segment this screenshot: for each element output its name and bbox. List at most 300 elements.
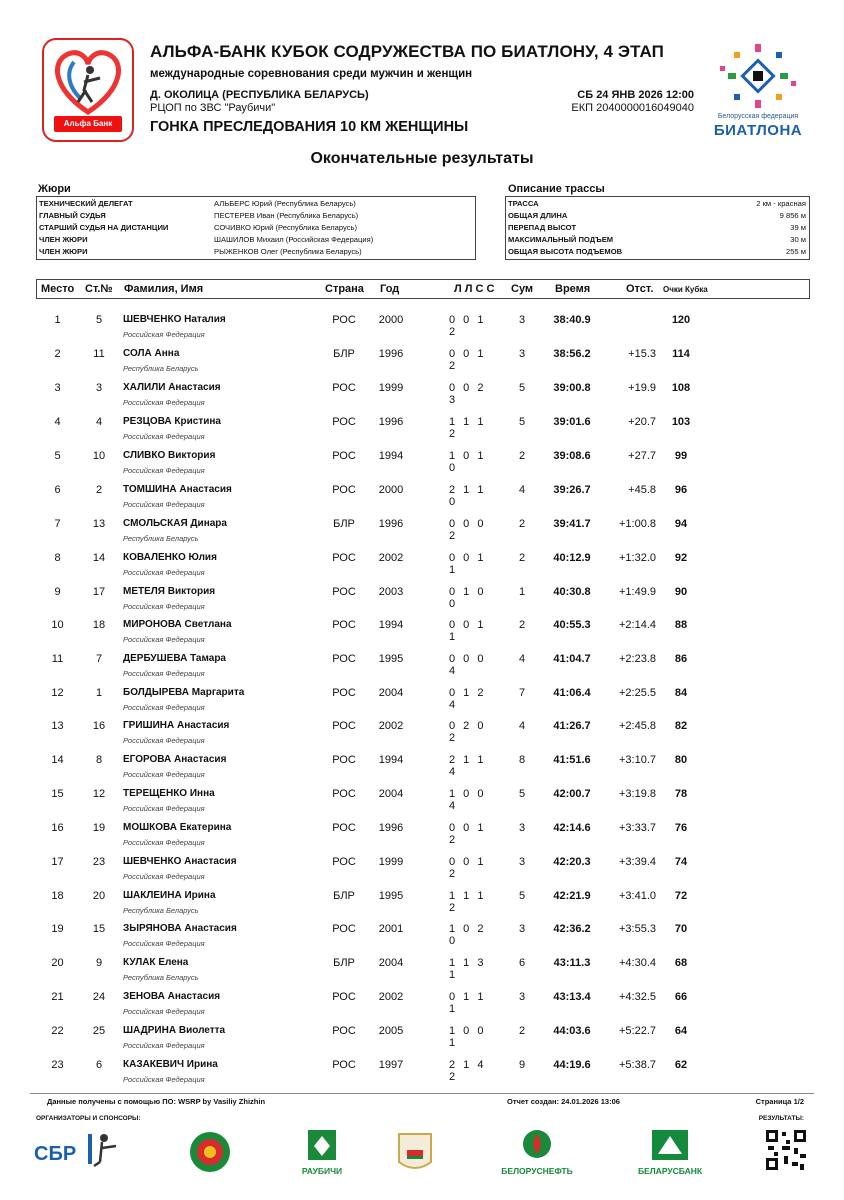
cell-sum: 3 <box>518 856 526 868</box>
col-shooting: Л Л С С <box>454 283 495 295</box>
sponsor-belorusneft-logo <box>492 1128 582 1176</box>
cell-bib: 2 <box>95 484 103 496</box>
cell-points: 72 <box>674 890 688 902</box>
cell-time: 42:36.2 <box>553 923 591 935</box>
cell-points: 103 <box>671 416 691 428</box>
cell-place: 16 <box>51 822 64 834</box>
table-row <box>0 957 844 991</box>
cell-sum: 2 <box>518 552 526 564</box>
cell-points: 88 <box>674 619 688 631</box>
cell-region: Российская Федерация <box>123 500 205 509</box>
cell-shooting: 1 1 3 1 <box>449 957 486 981</box>
cell-region: Российская Федерация <box>123 330 205 339</box>
cell-name: МЕТЕЛЯ Виктория <box>123 586 216 597</box>
jury-box <box>36 196 476 260</box>
cell-region: Российская Федерация <box>123 703 205 712</box>
cell-time: 41:04.7 <box>553 653 591 665</box>
cell-points: 78 <box>674 788 688 800</box>
track-title: Описание трассы <box>508 183 605 195</box>
alfa-bank-label: Альфа Банк <box>54 116 122 132</box>
cell-diff: +2:25.5 <box>618 687 656 699</box>
cell-shooting: 0 0 1 1 <box>449 619 486 643</box>
cell-bib: 5 <box>95 314 103 326</box>
track-label: ОБЩАЯ ВЫСОТА ПОДЪЕМОВ <box>508 247 623 256</box>
cell-region: Российская Федерация <box>123 804 205 813</box>
cell-country: РОС <box>332 314 356 326</box>
cell-diff: +4:32.5 <box>618 991 656 1003</box>
cell-country: РОС <box>332 586 356 598</box>
col-name: Фамилия, Имя <box>124 283 204 295</box>
cell-sum: 8 <box>518 754 526 766</box>
jury-role: ЧЛЕН ЖЮРИ <box>39 247 88 256</box>
cell-sum: 3 <box>518 991 526 1003</box>
cell-region: Российская Федерация <box>123 466 205 475</box>
cell-diff: +1:00.8 <box>618 518 656 530</box>
cell-points: 86 <box>674 653 688 665</box>
cell-time: 41:26.7 <box>553 720 591 732</box>
cell-diff: +3:19.8 <box>618 788 656 800</box>
cell-country: РОС <box>332 720 356 732</box>
cell-country: РОС <box>332 416 356 428</box>
cell-points: 62 <box>674 1059 688 1071</box>
cell-name: ЗЕНОВА Анастасия <box>123 991 221 1002</box>
jury-role: ТЕХНИЧЕСКИЙ ДЕЛЕГАТ <box>39 199 133 208</box>
cell-place: 13 <box>51 720 64 732</box>
table-row <box>0 890 844 924</box>
cell-place: 11 <box>51 653 64 665</box>
cell-diff: +2:45.8 <box>618 720 656 732</box>
table-row <box>0 586 844 620</box>
cell-shooting: 1 1 1 2 <box>449 416 486 440</box>
belorusneft-emblem-icon <box>492 1128 582 1164</box>
cell-name: СОЛА Анна <box>123 348 180 359</box>
cell-place: 21 <box>51 991 64 1003</box>
table-row <box>0 518 844 552</box>
cell-place: 5 <box>54 450 61 462</box>
biathlon-federation-logo <box>712 40 804 144</box>
cell-sum: 2 <box>518 619 526 631</box>
table-row <box>0 314 844 348</box>
cell-bib: 4 <box>95 416 103 428</box>
cell-diff: +27.7 <box>628 450 656 462</box>
col-year: Год <box>380 283 400 295</box>
cell-time: 39:00.8 <box>553 382 591 394</box>
jury-row <box>37 222 475 234</box>
table-row <box>0 856 844 890</box>
cell-country: РОС <box>332 822 356 834</box>
cell-bib: 23 <box>92 856 106 868</box>
table-row <box>0 1025 844 1059</box>
cell-points: 90 <box>674 586 688 598</box>
table-row <box>0 923 844 957</box>
col-time: Время <box>555 283 591 295</box>
cell-shooting: 0 0 2 3 <box>449 382 486 406</box>
cell-name: ШАКЛЕИНА Ирина <box>123 890 216 901</box>
track-row <box>506 222 809 234</box>
cell-sum: 6 <box>518 957 526 969</box>
track-value: 9 856 м <box>779 211 806 220</box>
cell-time: 42:21.9 <box>553 890 591 902</box>
results-title: Окончательные результаты <box>310 150 534 167</box>
sponsor-belarusbank-logo <box>630 1128 710 1176</box>
cell-name: МОШКОВА Екатерина <box>123 822 232 833</box>
cell-name: ДЕРБУШЕВА Тамара <box>123 653 226 664</box>
federation-label-large: БИАТЛОНА <box>713 122 803 139</box>
cell-name: ШАДРИНА Виолетта <box>123 1025 226 1036</box>
table-row <box>0 991 844 1025</box>
cell-country: РОС <box>332 991 356 1003</box>
cell-time: 42:14.6 <box>553 822 591 834</box>
event-venue: РЦОП по ЗВС "Раубичи" <box>150 102 276 114</box>
belarusbank-label: БЕЛАРУСБАНК <box>637 1166 703 1176</box>
cell-points: 99 <box>674 450 688 462</box>
cell-diff: +45.8 <box>628 484 656 496</box>
cell-place: 2 <box>54 348 61 360</box>
sponsor-sbr-logo <box>32 1128 112 1176</box>
cell-diff: +2:14.4 <box>618 619 656 631</box>
cell-country: РОС <box>332 450 356 462</box>
cell-name: КОВАЛЕНКО Юлия <box>123 552 217 563</box>
cell-sum: 4 <box>518 484 526 496</box>
cell-country: РОС <box>332 1025 356 1037</box>
cell-shooting: 0 1 0 0 <box>449 586 486 610</box>
cell-year: 2001 <box>378 923 404 935</box>
jury-row <box>37 210 475 222</box>
cell-name: ЗЫРЯНОВА Анастасия <box>123 923 237 934</box>
col-sum: Сум <box>511 283 534 295</box>
cell-diff: +1:32.0 <box>618 552 656 564</box>
cell-country: БЛР <box>333 890 355 902</box>
cell-sum: 3 <box>518 348 526 360</box>
cell-name: ШЕВЧЕНКО Наталия <box>123 314 226 325</box>
cell-place: 12 <box>51 687 64 699</box>
cell-year: 1997 <box>378 1059 404 1071</box>
cell-place: 3 <box>54 382 61 394</box>
event-location: Д. ОКОЛИЦА (РЕСПУБЛИКА БЕЛАРУСЬ) <box>150 89 369 101</box>
cell-bib: 13 <box>92 518 106 530</box>
table-row <box>0 653 844 687</box>
cell-region: Республика Беларусь <box>123 906 199 915</box>
cell-time: 38:56.2 <box>553 348 591 360</box>
event-ekp: ЕКП 2040000016049040 <box>571 102 694 114</box>
cell-bib: 12 <box>92 788 106 800</box>
footer-results-label: РЕЗУЛЬТАТЫ: <box>758 1115 804 1122</box>
cell-points: 114 <box>672 348 690 360</box>
track-row <box>506 198 809 210</box>
track-label: ОБЩАЯ ДЛИНА <box>508 211 568 220</box>
track-label: ТРАССА <box>508 199 539 208</box>
cell-place: 18 <box>51 890 64 902</box>
cell-sum: 2 <box>518 518 526 530</box>
cell-diff: +20.7 <box>628 416 656 428</box>
cell-country: РОС <box>332 856 356 868</box>
jury-person: ШАШИЛОВ Михаил (Российская Федерация) <box>214 235 374 244</box>
track-value: 2 км - красная <box>756 199 806 208</box>
cell-region: Российская Федерация <box>123 872 205 881</box>
cell-place: 23 <box>51 1059 64 1071</box>
cell-time: 39:26.7 <box>553 484 591 496</box>
jury-person: РЫЖЕНКОВ Олег (Республика Беларусь) <box>214 247 362 256</box>
cell-shooting: 2 1 1 0 <box>449 484 486 508</box>
cell-bib: 24 <box>92 991 106 1003</box>
cell-region: Российская Федерация <box>123 838 205 847</box>
cell-place: 10 <box>51 619 64 631</box>
cell-place: 22 <box>51 1025 64 1037</box>
cell-region: Российская Федерация <box>123 1007 205 1016</box>
cell-place: 17 <box>51 856 64 868</box>
cell-time: 40:12.9 <box>553 552 591 564</box>
cell-place: 14 <box>51 754 64 766</box>
cell-bib: 8 <box>95 754 103 766</box>
cell-region: Российская Федерация <box>123 398 205 407</box>
belarus-coat-of-arms-icon <box>170 1128 250 1176</box>
jury-person: АЛЬБЕРС Юрий (Республика Беларусь) <box>214 199 356 208</box>
cell-time: 44:19.6 <box>553 1059 591 1071</box>
cell-sum: 3 <box>518 314 526 326</box>
cell-time: 42:00.7 <box>553 788 591 800</box>
table-row <box>0 416 844 450</box>
cell-sum: 2 <box>518 450 526 462</box>
cell-country: БЛР <box>333 957 355 969</box>
track-row <box>506 234 809 246</box>
table-row <box>0 687 844 721</box>
belorusneft-label: БЕЛОРУСНЕФТЬ <box>501 1166 573 1176</box>
cell-diff: +3:55.3 <box>618 923 656 935</box>
jury-title: Жюри <box>38 183 71 195</box>
cell-year: 2002 <box>378 991 404 1003</box>
cell-points: 76 <box>674 822 688 834</box>
cell-sum: 5 <box>518 382 526 394</box>
cell-points: 94 <box>674 518 688 530</box>
cell-region: Республика Беларусь <box>123 973 199 982</box>
cell-shooting: 0 0 1 2 <box>449 856 486 880</box>
cell-points: 120 <box>671 314 691 326</box>
col-diff: Отст. <box>626 283 654 295</box>
event-subtitle: международные соревнования среди мужчин и женщин <box>150 68 473 80</box>
cell-place: 15 <box>51 788 64 800</box>
cell-diff: +4:30.4 <box>618 957 656 969</box>
cell-shooting: 0 1 1 1 <box>449 991 486 1015</box>
track-value: 30 м <box>790 235 806 244</box>
cell-shooting: 0 1 2 4 <box>449 687 486 711</box>
track-value: 255 м <box>785 247 806 256</box>
cell-diff: +3:39.4 <box>618 856 656 868</box>
cell-country: РОС <box>332 754 356 766</box>
cell-shooting: 1 0 0 1 <box>449 1025 486 1049</box>
cell-bib: 3 <box>95 382 103 394</box>
cell-shooting: 2 1 1 4 <box>449 754 486 778</box>
cell-name: ХАЛИЛИ Анастасия <box>123 382 221 393</box>
track-row <box>506 246 809 258</box>
table-row <box>0 484 844 518</box>
cell-sum: 5 <box>518 416 526 428</box>
cell-points: 80 <box>674 754 688 766</box>
cell-year: 2004 <box>378 687 404 699</box>
cell-region: Российская Федерация <box>123 602 205 611</box>
cell-year: 2004 <box>378 788 404 800</box>
cell-country: РОС <box>332 382 356 394</box>
cell-sum: 7 <box>518 687 526 699</box>
cell-diff: +19.9 <box>628 382 656 394</box>
cell-year: 1994 <box>378 754 404 766</box>
cell-name: ТОМШИНА Анастасия <box>123 484 232 495</box>
table-row <box>0 552 844 586</box>
cell-year: 2004 <box>378 957 404 969</box>
cell-region: Российская Федерация <box>123 1075 205 1084</box>
sponsor-raubichi-logo <box>282 1128 362 1176</box>
cell-country: РОС <box>332 484 356 496</box>
cell-shooting: 0 0 0 4 <box>449 653 486 677</box>
cell-year: 1994 <box>378 450 404 462</box>
cell-shooting: 1 0 1 0 <box>449 450 486 474</box>
cell-place: 19 <box>51 923 64 935</box>
federation-emblem-icon <box>712 40 804 112</box>
cell-shooting: 0 0 1 2 <box>449 822 486 846</box>
sbr-emblem-icon <box>32 1128 122 1168</box>
cell-country: РОС <box>332 687 356 699</box>
cell-region: Российская Федерация <box>123 568 205 577</box>
cell-region: Российская Федерация <box>123 736 205 745</box>
jury-person: ПЕСТЕРЕВ Иван (Республика Беларусь) <box>214 211 359 220</box>
table-row <box>0 822 844 856</box>
cell-region: Российская Федерация <box>123 1041 205 1050</box>
cell-sum: 3 <box>518 822 526 834</box>
cell-points: 74 <box>674 856 688 868</box>
cell-region: Республика Беларусь <box>123 534 199 543</box>
cell-name: КУЛАК Елена <box>123 957 189 968</box>
table-row <box>0 720 844 754</box>
cell-year: 1996 <box>378 416 404 428</box>
col-country: Страна <box>325 283 364 295</box>
table-row <box>0 382 844 416</box>
cell-name: СЛИВКО Виктория <box>123 450 216 461</box>
cell-name: МИРОНОВА Светлана <box>123 619 232 630</box>
track-row <box>506 210 809 222</box>
cell-bib: 19 <box>92 822 106 834</box>
track-label: МАКСИМАЛЬНЫЙ ПОДЪЕМ <box>508 235 614 244</box>
cell-name: ТЕРЕЩЕНКО Инна <box>123 788 215 799</box>
cell-sum: 4 <box>518 720 526 732</box>
footer-data-source: Данные получены с помощью ПО: WSRP by Vasiliy Zhizhin <box>47 1097 266 1106</box>
cell-bib: 15 <box>92 923 106 935</box>
cell-time: 40:30.8 <box>553 586 591 598</box>
cell-bib: 16 <box>92 720 106 732</box>
cell-points: 92 <box>674 552 688 564</box>
cell-region: Российская Федерация <box>123 669 205 678</box>
cell-shooting: 0 2 0 2 <box>449 720 486 744</box>
cell-year: 1996 <box>378 518 404 530</box>
cell-points: 108 <box>671 382 691 394</box>
table-row <box>0 754 844 788</box>
results-qr-code[interactable] <box>764 1128 808 1172</box>
cell-bib: 6 <box>95 1059 103 1071</box>
cell-sum: 2 <box>518 1025 526 1037</box>
cell-country: РОС <box>332 788 356 800</box>
cell-region: Республика Беларусь <box>123 364 199 373</box>
cell-name: ШЕВЧЕНКО Анастасия <box>123 856 237 867</box>
cell-bib: 10 <box>92 450 106 462</box>
cell-diff: +1:49.9 <box>618 586 656 598</box>
cell-diff: +5:22.7 <box>618 1025 656 1037</box>
cell-bib: 14 <box>92 552 106 564</box>
cell-region: Российская Федерация <box>123 939 205 948</box>
cell-time: 40:55.3 <box>553 619 591 631</box>
cell-country: РОС <box>332 552 356 564</box>
cell-time: 41:51.6 <box>553 754 591 766</box>
jury-person: СОЧИВКО Юрий (Республика Беларусь) <box>214 223 358 232</box>
sponsor-olympic-logo <box>375 1128 455 1176</box>
cell-bib: 11 <box>93 348 105 360</box>
cell-time: 41:06.4 <box>553 687 591 699</box>
cell-year: 2000 <box>378 314 404 326</box>
jury-row <box>37 234 475 246</box>
cell-year: 1996 <box>378 822 404 834</box>
track-label: ПЕРЕПАД ВЫСОТ <box>508 223 577 232</box>
olympic-committee-icon <box>375 1128 455 1176</box>
cell-time: 42:20.3 <box>553 856 591 868</box>
footer-page: Страница 1/2 <box>755 1097 804 1106</box>
sbr-logo-text: СБР <box>34 1143 77 1165</box>
cell-name: ЕГОРОВА Анастасия <box>123 754 227 765</box>
cell-diff: +5:38.7 <box>618 1059 656 1071</box>
cell-place: 1 <box>54 314 61 326</box>
track-box <box>505 196 810 260</box>
table-row <box>0 788 844 822</box>
cell-year: 2002 <box>378 552 404 564</box>
cell-place: 7 <box>54 518 61 530</box>
cell-sum: 9 <box>518 1059 526 1071</box>
cell-year: 1999 <box>378 856 404 868</box>
table-row <box>0 619 844 653</box>
col-points: Очки Кубка <box>663 285 708 294</box>
page-title: АЛЬФА-БАНК КУБОК СОДРУЖЕСТВА ПО БИАТЛОНУ, 4 ЭТАП <box>150 42 665 61</box>
table-row <box>0 450 844 484</box>
cell-diff: +2:23.8 <box>618 653 656 665</box>
belarusbank-emblem-icon <box>630 1128 710 1164</box>
col-bib: Ст.№ <box>85 283 113 295</box>
cell-bib: 9 <box>95 957 103 969</box>
cell-time: 43:13.4 <box>553 991 591 1003</box>
cell-sum: 4 <box>518 653 526 665</box>
cell-year: 1995 <box>378 653 404 665</box>
cell-sum: 1 <box>518 586 526 598</box>
federation-label-small: Белорусская федерация <box>717 113 799 120</box>
cell-country: РОС <box>332 1059 356 1071</box>
cell-year: 1999 <box>378 382 404 394</box>
event-date: СБ 24 ЯНВ 2026 12:00 <box>577 89 694 101</box>
cell-time: 39:41.7 <box>553 518 591 530</box>
cell-name: РЕЗЦОВА Кристина <box>123 416 221 427</box>
cell-country: РОС <box>332 923 356 935</box>
cell-shooting: 0 0 1 2 <box>449 314 486 338</box>
cell-diff: +15.3 <box>628 348 656 360</box>
raubichi-label: РАУБИЧИ <box>301 1166 343 1176</box>
cell-name: КАЗАКЕВИЧ Ирина <box>123 1059 218 1070</box>
jury-role: ЧЛЕН ЖЮРИ <box>39 235 88 244</box>
cell-time: 38:40.9 <box>553 314 591 326</box>
cell-points: 82 <box>674 720 688 732</box>
sponsor-emblem-logo <box>170 1128 250 1176</box>
cell-shooting: 0 0 0 2 <box>449 518 486 542</box>
jury-role: СТАРШИЙ СУДЬЯ НА ДИСТАНЦИИ <box>39 223 169 232</box>
cell-points: 84 <box>674 687 688 699</box>
cell-shooting: 1 0 2 0 <box>449 923 486 947</box>
cell-bib: 20 <box>92 890 106 902</box>
cell-time: 43:11.3 <box>553 957 591 969</box>
cell-time: 39:01.6 <box>553 416 591 428</box>
footer-created: Отчет создан: 24.01.2026 13:06 <box>507 1097 620 1106</box>
cell-place: 9 <box>54 586 61 598</box>
